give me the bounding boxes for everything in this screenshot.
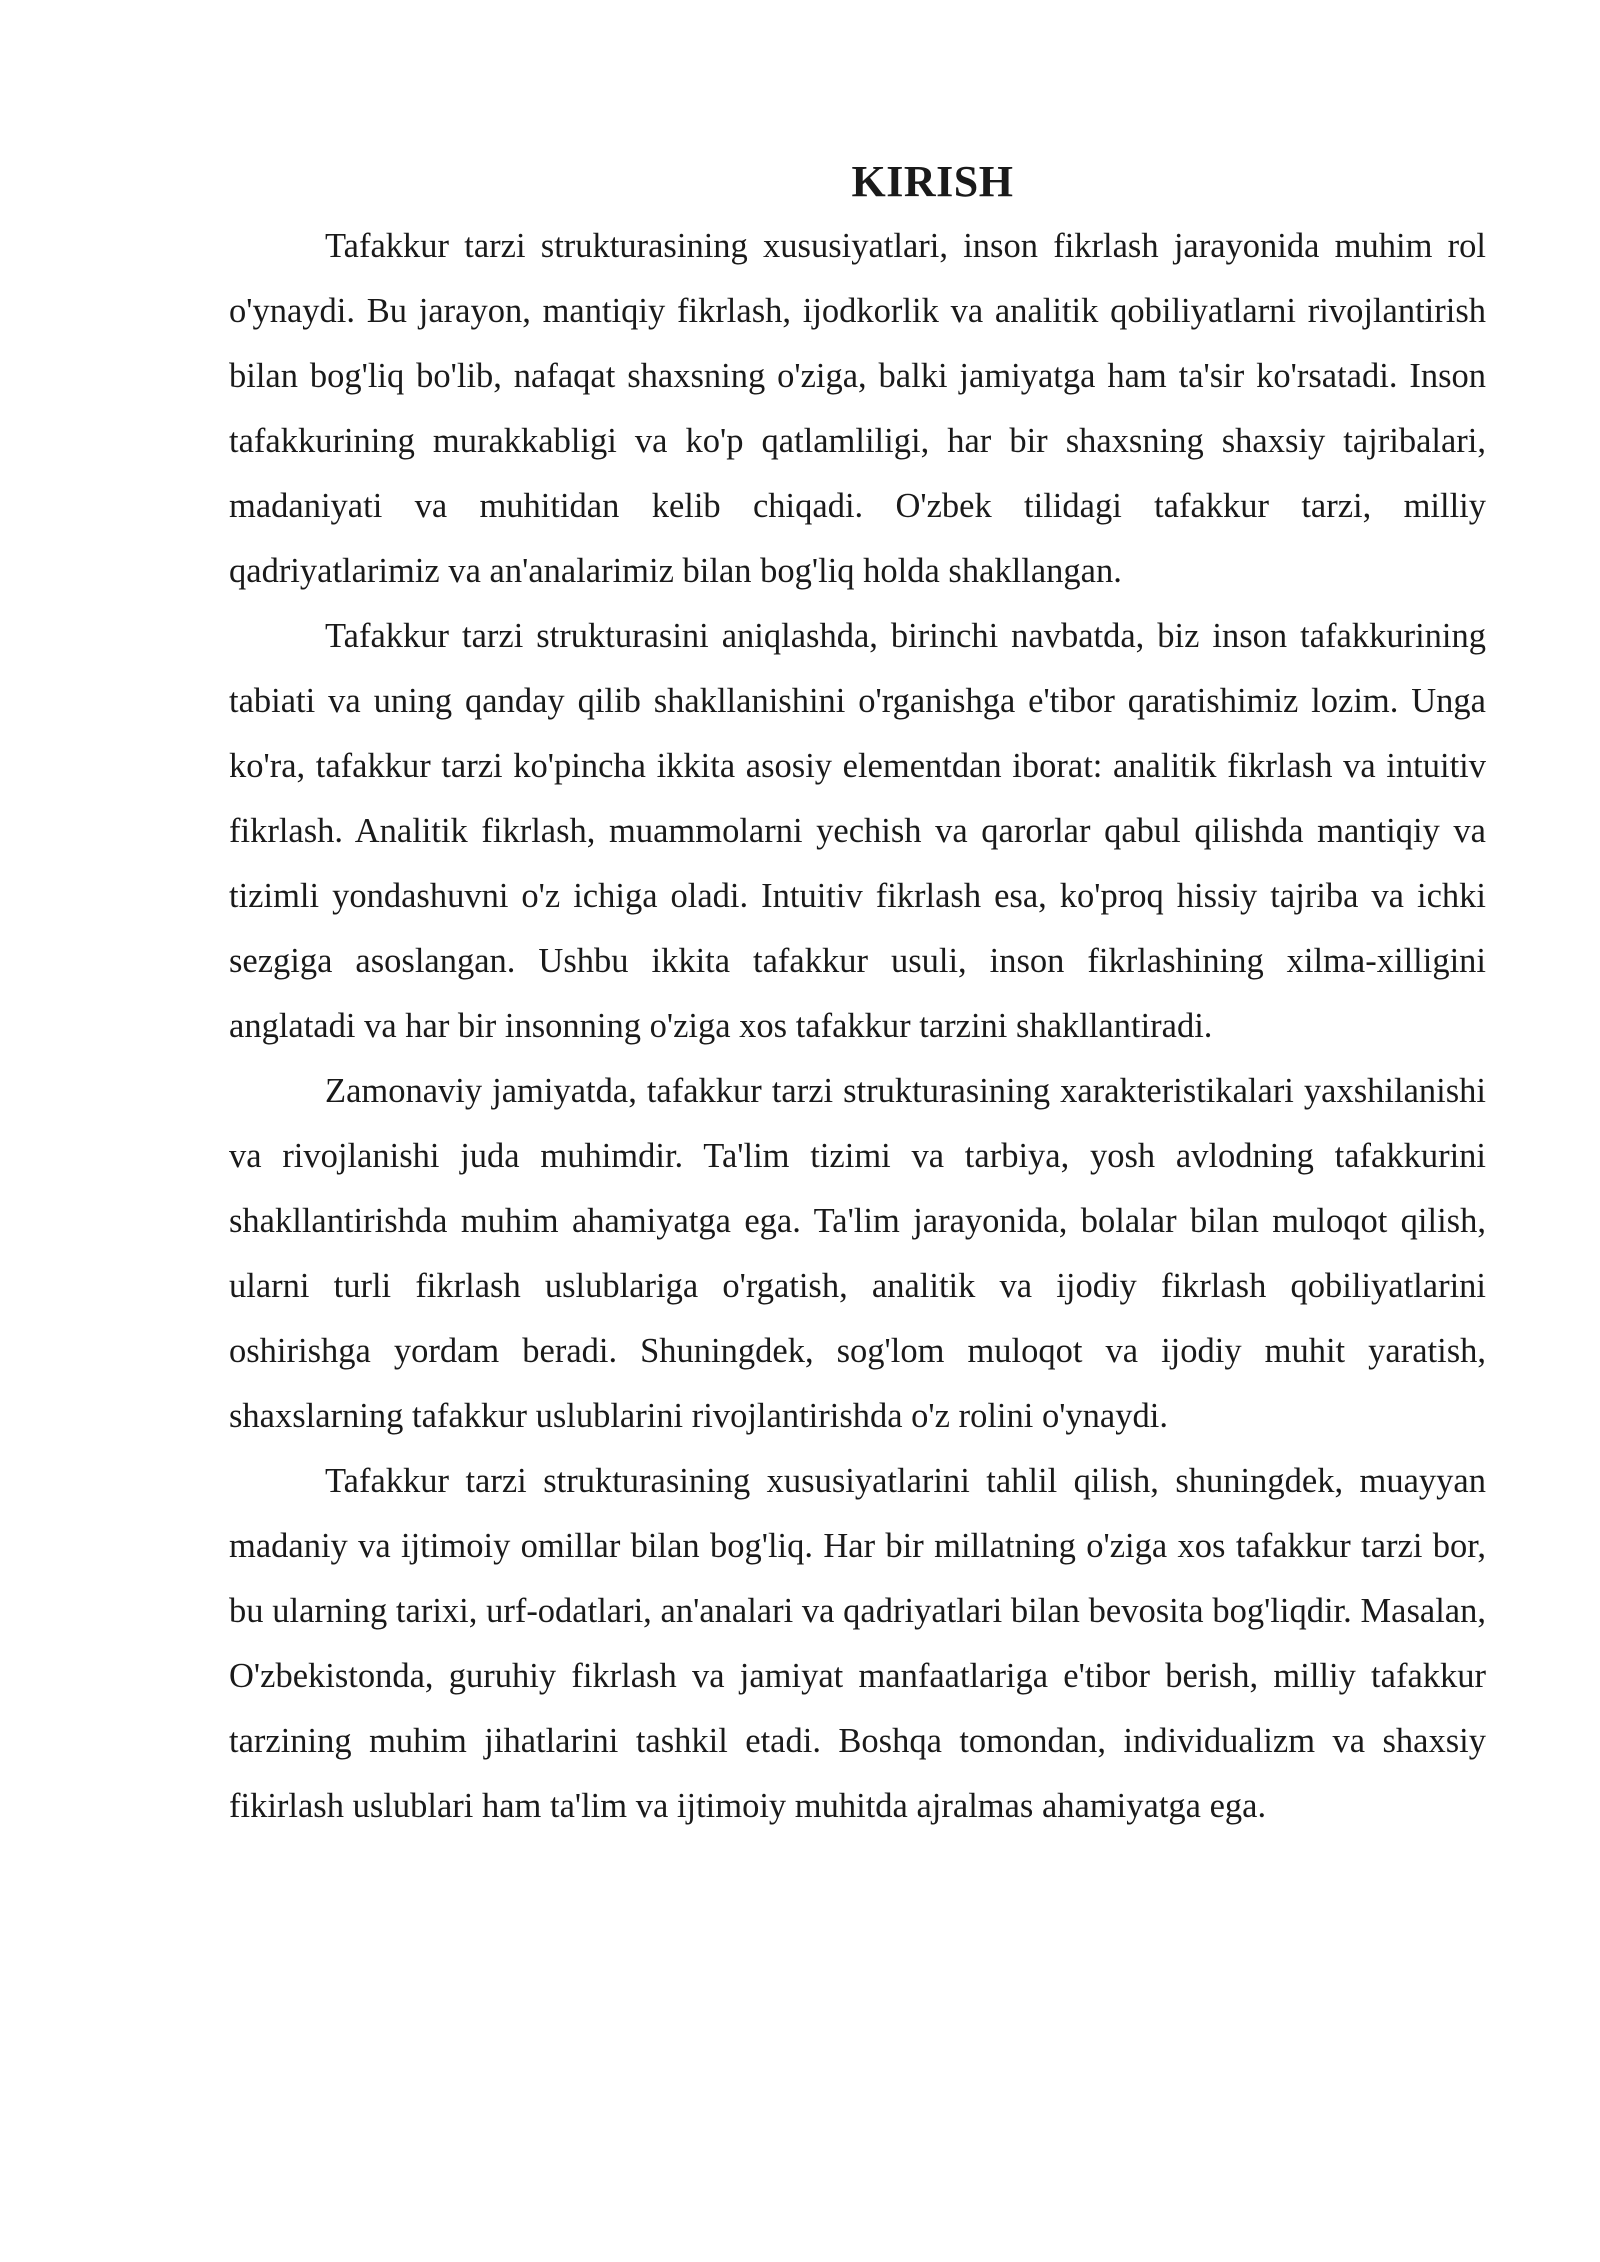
paragraph-1: Tafakkur tarzi strukturasining xususiyatlari, inson fikrlash jarayonida muhim rol o'ynaydi. Bu jarayon, mantiqiy fikrlash, ijodkorlik va analitik qobiliyatlarni rivojlantirish bilan bog'liq bo'lib, nafaqat shaxsning o'ziga, balki jamiyatga ham ta'sir ko'rsatadi. Inson tafakkurining murakkabligi va ko'p qatlamliligi, har bir shaxsning shaxsiy tajribalari, madaniyati va muhitidan kelib chiqadi. O'zbek tilidagi tafakkur tarzi, milliy qadriyatlarimiz va an'analarimiz bilan bog'liq holda shakllangan. bbox=[229, 227, 1486, 590]
page-title: KIRISH bbox=[851, 157, 1014, 206]
paragraph-4: Tafakkur tarzi strukturasining xususiyatlarini tahlil qilish, shuningdek, muayyan madaniy va ijtimoiy omillar bilan bog'liq. Har bir millatning o'ziga xos tafakkur tarzi bor, bu ularning tarixi, urf-odatlari, an'analari va qadriyatlari bilan bevosita bog'liqdir. Masalan, O'zbekistonda, guruhiy fikrlash va jamiyat manfaatlariga e'tibor berish, milliy tafakkur tarzining muhim jihatlarini tashkil etadi. Boshqa tomondan, individualizm va shaxsiy fikirlash uslublari ham ta'lim va ijtimoiy muhitda ajralmas ahamiyatga ega. bbox=[229, 1462, 1486, 1825]
document-body bbox=[229, 150, 1486, 1839]
paragraph-3: Zamonaviy jamiyatda, tafakkur tarzi strukturasining xarakteristikalari yaxshilanishi va rivojlanishi juda muhimdir. Ta'lim tizimi va tarbiya, yosh avlodning tafakkurini shakllantirishda muhim ahamiyatga ega. Ta'lim jarayonida, bolalar bilan muloqot qilish, ularni turli fikrlash uslublariga o'rgatish, analitik va ijodiy fikrlash qobiliyatlarini oshirishga yordam beradi. Shuningdek, sog'lom muloqot va ijodiy muhit yaratish, shaxslarning tafakkur uslublarini rivojlantirishda o'z rolini o'ynaydi. bbox=[229, 1072, 1486, 1435]
paragraph-2: Tafakkur tarzi strukturasini aniqlashda, birinchi navbatda, biz inson tafakkurining tabiati va uning qanday qilib shakllanishini o'rganishga e'tibor qaratishimiz lozim. Unga ko'ra, tafakkur tarzi ko'pincha ikkita asosiy elementdan iborat: analitik fikrlash va intuitiv fikrlash. Analitik fikrlash, muammolarni yechish va qarorlar qabul qilishda mantiqiy va tizimli yondashuvni o'z ichiga oladi. Intuitiv fikrlash esa, ko'proq hissiy tajriba va ichki sezgiga asoslangan. Ushbu ikkita tafakkur usuli, inson fikrlashining xilma-xilligini anglatadi va har bir insonning o'ziga xos tafakkur tarzini shakllantiradi. bbox=[229, 617, 1486, 1045]
